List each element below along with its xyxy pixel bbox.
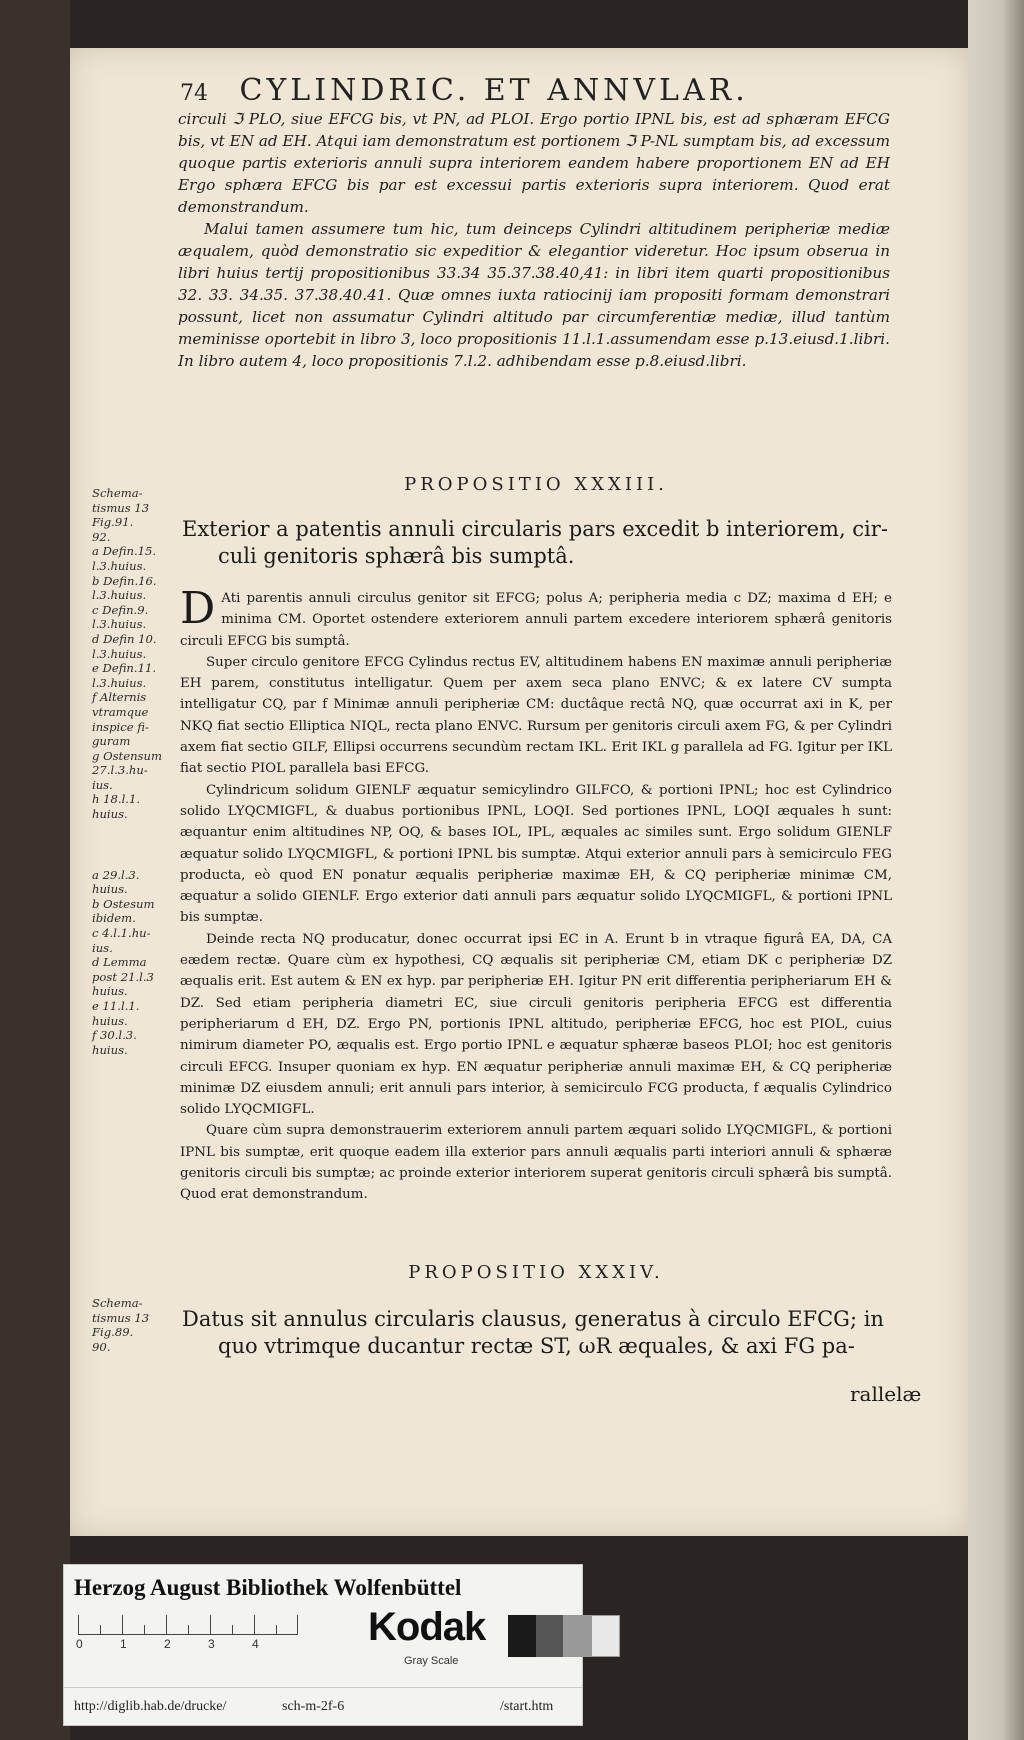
proposition-34-title: PROPOSITIO XXXIV. [408, 1262, 664, 1283]
running-head [180, 73, 880, 108]
ruler-scale: 0 1 2 3 4 [78, 1613, 298, 1647]
gray-swatch [563, 1615, 591, 1657]
margin-notes-33: Schema- tismus 13 Fig.91. 92. a Defin.15. l.3.huius. b Defin.16. l.3.huius. c Defin.9. l.3.huius. d Defin 10. l.3.huius. e Defin.11. l.3.huius. f Alternis vtramque inspice fi- guram g Ostensum 27.l.3.hu- ius. h 18.l.1. huius. a 29.l.3. huius. b Ostesum ibidem. c 4.l.1.hu- ius. d Lemma post 21.l.3 huius. e 11.l.1. huius. f 30.l.3. huius. [92, 486, 162, 1057]
url-bar [64, 1687, 582, 1726]
url-suffix: /start.htm [500, 1699, 554, 1714]
drop-cap: D [180, 583, 216, 634]
catchword: rallelæ [850, 1382, 922, 1406]
proof-paragraph: Cylindricum solidum GIENLF æquatur semicylindro GILFCO, & portioni IPNL; hoc est Cylindrico solido LYQCMIGFL, & duabus portionibus IPNL, LOQI. Sed portiones IPNL, LOQI æquales h sunt: æquantur enim altitudines NP, OQ, & bases IOL, IPL, æquales ac similes sunt. Ergo solidum GIENLF æquatur solido LYQCMIGFL, & portioni IPNL bis sumptæ. Atqui exterior annuli pars à semicirculo FEG producta, eò quod EN ponatur æqualis peripheriæ maximæ EH, & CQ peripheriæ minimæ CM, æquatur a solido GIENLF. Ergo exterior dati annuli pars æquatur solido LYQCMIGFL, & portioni IPNL bis sumptæ. [180, 782, 892, 926]
book-spine-edge [968, 0, 1024, 1740]
proposition-33-proof [180, 583, 892, 1206]
library-name: Herzog August Bibliothek Wolfenbüttel [74, 1575, 462, 1600]
url-prefix: http://diglib.hab.de/drucke/ [74, 1699, 227, 1714]
margin-notes-34: Schema- tismus 13 Fig.89. 90. [92, 1296, 150, 1354]
gray-swatches [508, 1615, 620, 1657]
intro-paragraph: circuli ℑ PLO, siue EFCG bis, vt PN, ad PLOI. Ergo portio IPNL bis, est ad sphæram EFCG bis, vt EN ad EH. Atqui iam demonstratum est portionem ℑ P-NL sumptam bis, ad excessum quoque partis exterioris annuli supra interiorem eandem habere proportionem EN ad EH Ergo sphæra EFCG bis par est excessui partis exterioris supra interiorem. Quod erat demonstrandum. [178, 110, 890, 216]
gray-swatch [536, 1615, 564, 1657]
proof-paragraph: D Ati parentis annuli circulus genitor sit EFCG; polus A; peripheria media c DZ; maxima d EH; e minima CM. Oportet ostendere exteriorem annuli partem excedere interiorem sphærâ genitoris circuli EFCG bis sumptâ. [180, 583, 892, 649]
target-card [63, 1564, 583, 1726]
left-background [0, 0, 70, 1740]
gray-swatch [508, 1615, 536, 1657]
proof-paragraph: Quare cùm supra demonstrauerim exteriorem annuli partem æquari solido LYQCMIGFL, & portioni IPNL bis sumptæ, erit quoque eadem illa exterior pars annuli æqualis parti interiori annuli & sphæræ genitoris circuli bis sumptæ; ac proinde exterior interiorem superat genitoris circuli sphærâ bis sumptâ. Quod erat demonstrandum. [180, 1123, 892, 1203]
proof-paragraph: Super circulo genitore EFCG Cylindus rectus EV, altitudinem habens EN maximæ annuli peripheriæ EH parem, constitutus intelligatur. Quem per axem seca plano ENVC; & ex latere CV sumpta intelligatur CQ, par f Minimæ annuli peripheriæ CM: ductâque rectâ NQ, quæ occurrat axi in K, per NKQ fiat sectio Elliptica NIQL, recta plano ENVC. Rursum per genitoris circuli axem FG, & per Cylindri axem fiat sectio GILF, Ellipsi occurrens secundùm rectam IKL. Erit IKL g parallela ad FG. Igitur per IKL fiat sectio PIOL parallela basi EFCG. [180, 654, 892, 777]
kodak-logo: Kodak [368, 1605, 486, 1649]
proposition-33-title: PROPOSITIO XXXIII. [404, 474, 668, 495]
proof-paragraph: Deinde recta NQ producatur, donec occurrat ipsi EC in A. Erunt b in vtraque figurâ EA, DA, CA eædem rectæ. Quare cùm ex hypothesi, CQ æqualis sit peripheriæ CM, etiam DK c peripheriæ DZ æqualis erit. Est autem & EN ex hyp. par peripheriæ EH. Igitur PN erit differentia peripheriarum EH & DZ. Sed etiam peripheria diametri EC, siue circuli genitoris peripheria EFCG est differentia peripheriarum d EH, DZ. Ergo PN, portionis IPNL altitudo, peripheriæ EFCG, hoc est PIOL, cuius nimirum diameter PO, æqualis est. Ergo portio IPNL e æquatur sphæræ baseos PLOI; hoc est genitoris circuli EFCG. Insuper quoniam ex hyp. EN æquatur peripheriæ annuli maximæ EH, & CQ peripheriæ minimæ DZ eiusdem annuli; erit annuli pars interior, à semicirculo FCG producta, f æqualis Cylindrico solido LYQCMIGFL. [180, 931, 892, 1118]
running-title: CYLINDRIC. ET ANNVLAR. [239, 73, 749, 108]
page-number: 74 [180, 81, 208, 106]
intro-paragraph: Malui tamen assumere tum hic, tum deinceps Cylindri altitudinem peripheriæ mediæ æqualem, quòd demonstratio sic expeditior & elegantior videretur. Hoc ipsum obserua in libri huius tertij propositionibus 33.34 35.37.38.40,41: in libri item quarti propositionibus 32. 33. 34.35. 37.38.40.41. Quæ omnes iuxta ratiocinij iam propositi formam demonstrari possunt, licet non assumatur Cylindri altitudo par circumferentiæ mediæ, illud tantùm meminisse oportebit in libro 3, loco propositionis 11.l.1.assumendam esse p.13.eiusd.1.libri. In libro autem 4, loco propositionis 7.l.2. adhibendam esse p.8.eiusd.libri. [178, 220, 890, 370]
intro-text [178, 108, 890, 372]
url-id: sch-m-2f-6 [282, 1699, 345, 1714]
proposition-33-statement: Exterior a patentis annuli circularis pars excedit b interiorem, cir- culi genitoris sphærâ bis sumptâ. [182, 517, 888, 568]
gray-scale-label: Gray Scale [404, 1655, 459, 1667]
gray-swatch [591, 1615, 621, 1657]
proposition-34-statement: Datus sit annulus circularis clausus, generatus à circulo EFCG; in quo vtrimque ducantur rectæ ST, ωR æquales, & axi FG pa- [182, 1307, 884, 1358]
